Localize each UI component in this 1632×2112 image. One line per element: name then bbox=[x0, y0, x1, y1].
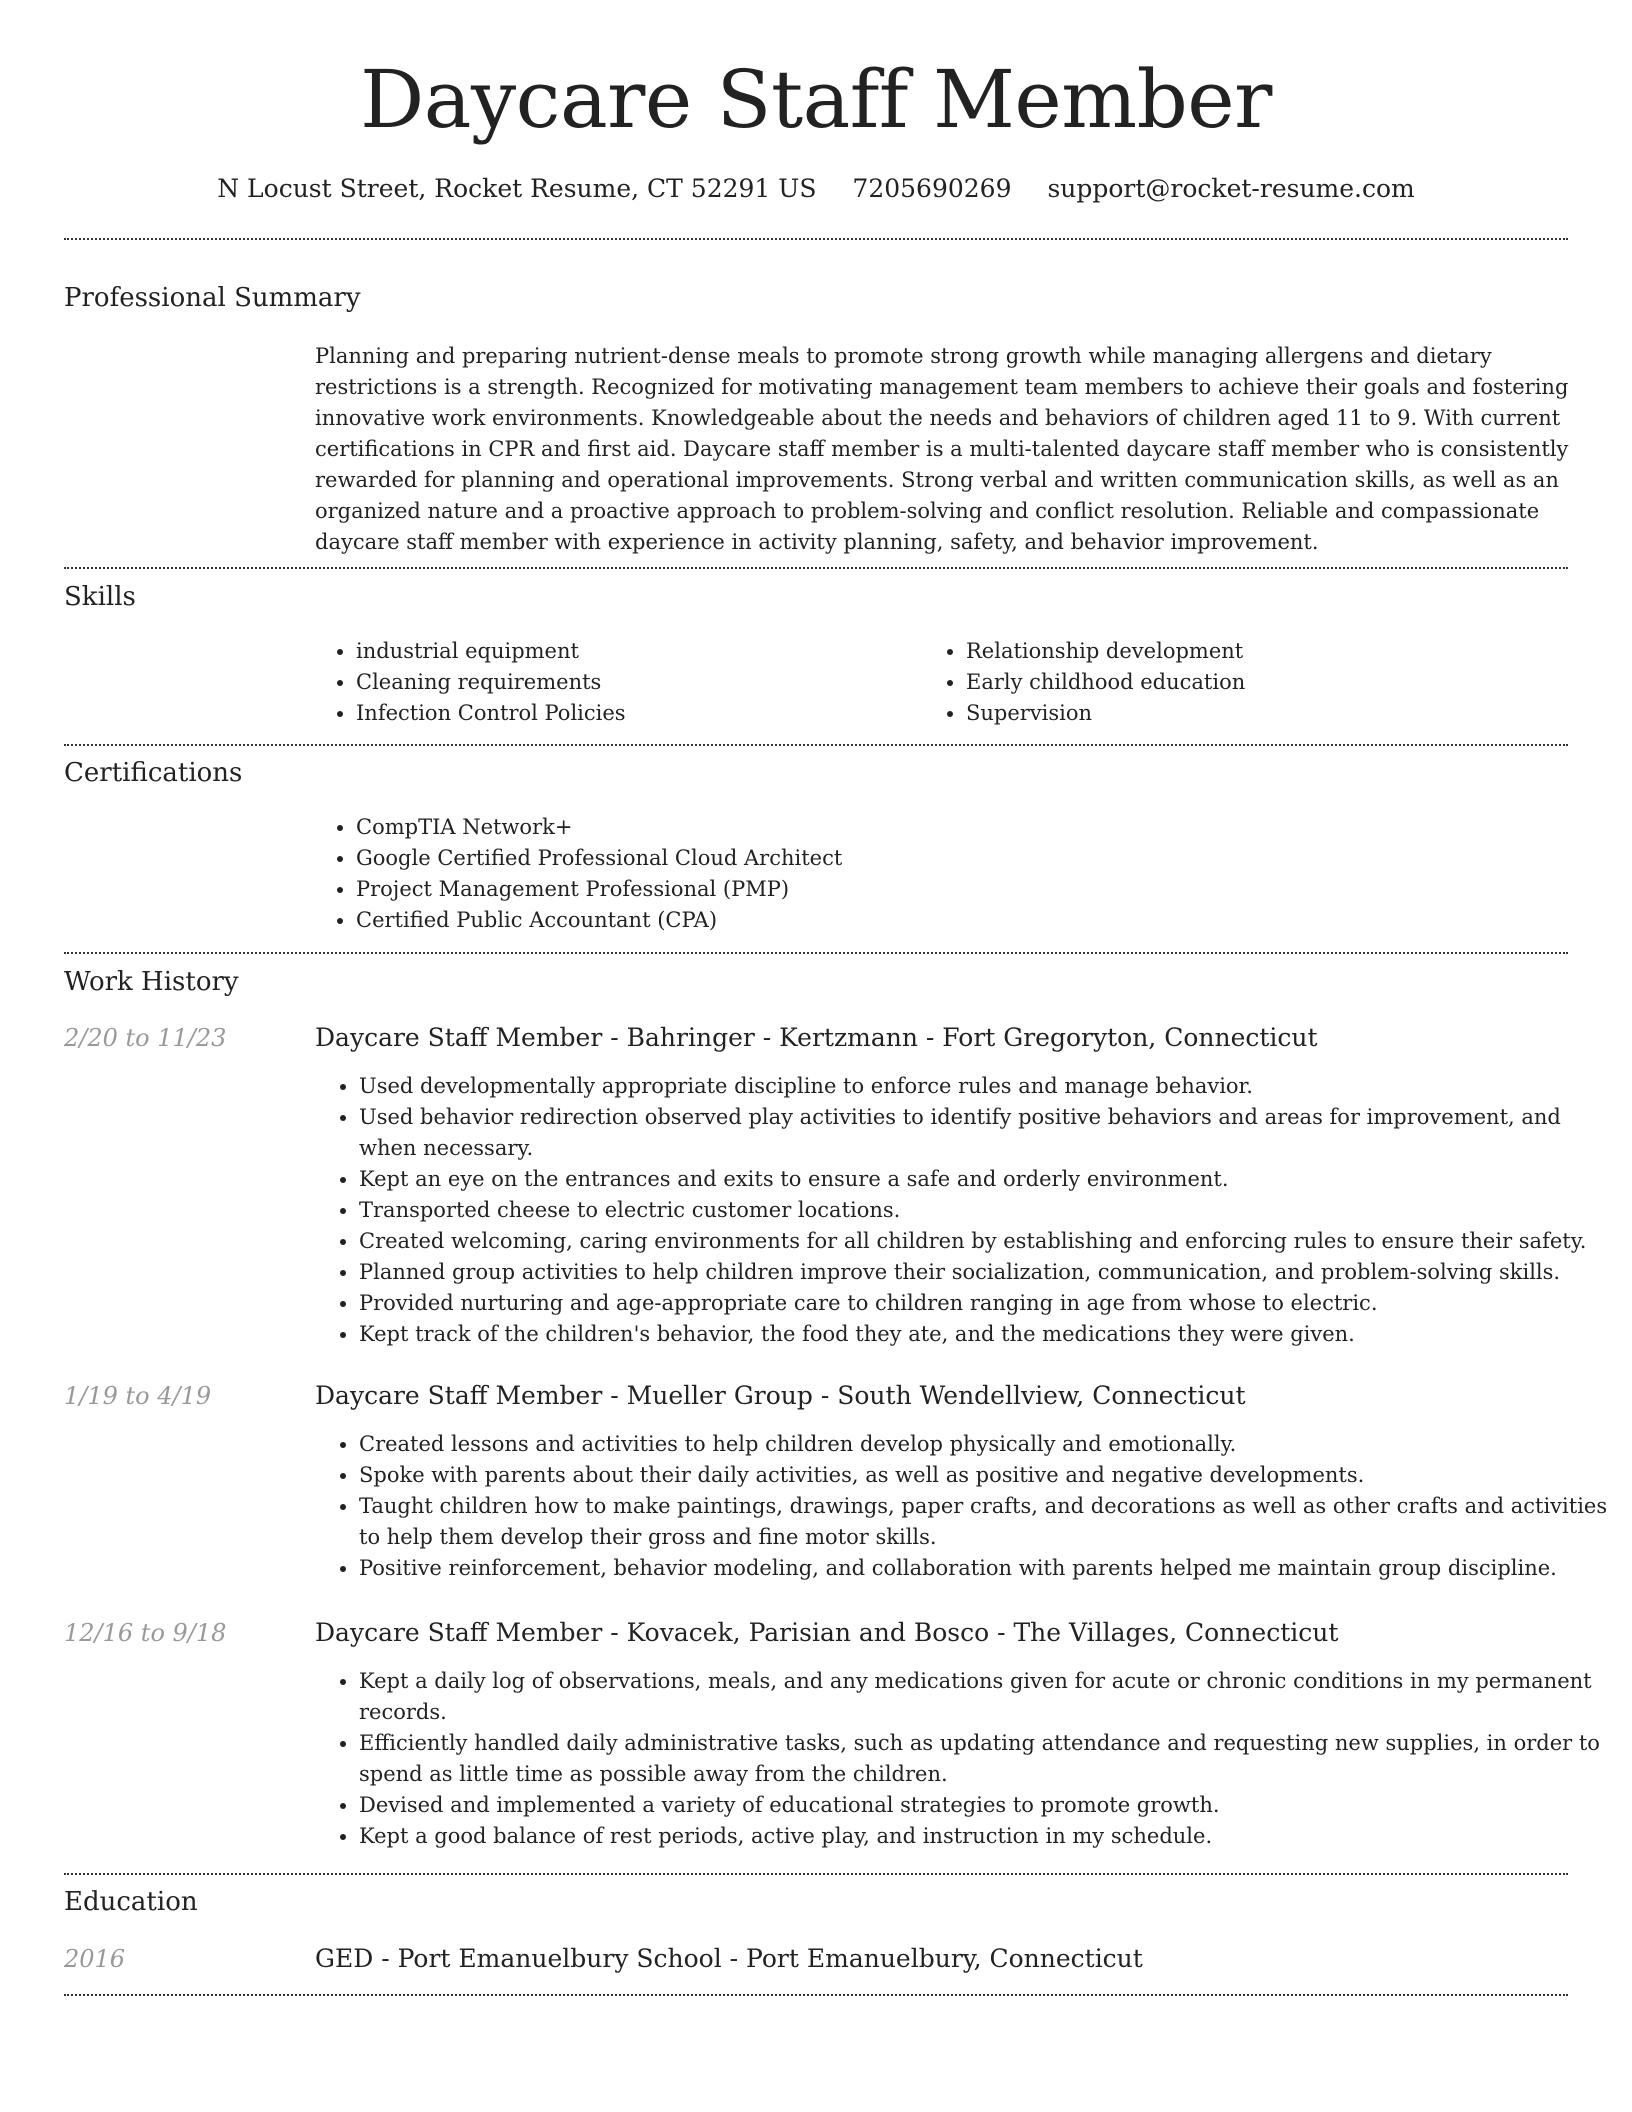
address-text: N Locust Street, Rocket Resume, CT 52291 US bbox=[217, 174, 817, 203]
job-bullet: • Positive reinforcement, behavior modeling, and collaboration with parents helped me maintain group discipline. bbox=[359, 1553, 1611, 1584]
skill-item: • Supervision bbox=[966, 698, 1566, 729]
job-bullet: • Created lessons and activities to help children develop physically and emotionally. bbox=[359, 1429, 1611, 1460]
job-bullet: • Used developmentally appropriate discipline to enforce rules and manage behavior. bbox=[359, 1071, 1611, 1102]
divider bbox=[64, 1994, 1568, 1996]
skills-heading: Skills bbox=[64, 582, 136, 612]
job-bullet: • Kept track of the children's behavior, the food they ate, and the medications they were given. bbox=[359, 1319, 1611, 1350]
divider bbox=[64, 567, 1568, 569]
job-bullet: • Created welcoming, caring environments for all children by establishing and enforcing rules to ensure their safety. bbox=[359, 1226, 1611, 1257]
job-bullets bbox=[315, 1429, 1611, 1584]
skills-list-right bbox=[922, 636, 1566, 729]
job-bullet: • Efficiently handled daily administrative tasks, such as updating attendance and requesting new supplies, in order to spend as little time as possible away from the children. bbox=[359, 1728, 1611, 1790]
job-title: Daycare Staff Member - Bahringer - Kertzmann - Fort Gregoryton, Connecticut bbox=[315, 1023, 1318, 1052]
certifications-list bbox=[312, 812, 1606, 936]
work-history-heading: Work History bbox=[64, 967, 239, 997]
job-bullets bbox=[315, 1666, 1611, 1852]
skill-item: • industrial equipment bbox=[356, 636, 916, 667]
job-bullet: • Taught children how to make paintings, drawings, paper crafts, and decorations as well as other crafts and activities to help them develop their gross and fine motor skills. bbox=[359, 1491, 1611, 1553]
job-dates: 1/19 to 4/19 bbox=[64, 1382, 212, 1410]
skill-item: • Early childhood education bbox=[966, 667, 1566, 698]
skill-item: • Cleaning requirements bbox=[356, 667, 916, 698]
job-bullet: • Spoke with parents about their daily activities, as well as positive and negative developments. bbox=[359, 1460, 1611, 1491]
job-bullets bbox=[315, 1071, 1611, 1350]
skills-list-left bbox=[312, 636, 916, 729]
contact-line bbox=[0, 172, 1632, 206]
summary-text: Planning and preparing nutrient-dense meals to promote strong growth while managing allergens and dietary restrictions is a strength. Recognized for motivating management team members to achieve their goals and fostering innovative work environments. Knowledgeable about the needs and behaviors of children aged 11 to 9. With current certifications in CPR and first aid. Daycare staff member is a multi-talented daycare staff member who is consistently rewarded for planning and operational improvements. Strong verbal and written communication skills, as well as an organized nature and a proactive approach to problem-solving and conflict resolution. Reliable and compassionate daycare staff member with experience in activity planning, safety, and behavior improvement. bbox=[315, 344, 1569, 554]
job-bullet: • Used behavior redirection observed play activities to identify positive behaviors and areas for improvement, and when necessary. bbox=[359, 1102, 1611, 1164]
candidate-name: Daycare Staff Member bbox=[360, 53, 1272, 146]
divider bbox=[64, 1873, 1568, 1875]
job-title: Daycare Staff Member - Kovacek, Parisian and Bosco - The Villages, Connecticut bbox=[315, 1618, 1339, 1647]
job-bullet: • Devised and implemented a variety of educational strategies to promote growth. bbox=[359, 1790, 1611, 1821]
phone-text: 7205690269 bbox=[852, 174, 1012, 203]
education-year: 2016 bbox=[64, 1945, 126, 1973]
job-bullet: • Kept a good balance of rest periods, active play, and instruction in my schedule. bbox=[359, 1821, 1611, 1852]
job-bullet: • Kept an eye on the entrances and exits to ensure a safe and orderly environment. bbox=[359, 1164, 1611, 1195]
certification-item: • Project Management Professional (PMP) bbox=[356, 874, 1606, 905]
certification-item: • Certified Public Accountant (CPA) bbox=[356, 905, 1606, 936]
certifications-heading: Certifications bbox=[64, 758, 243, 788]
skill-item: • Infection Control Policies bbox=[356, 698, 916, 729]
job-dates: 12/16 to 9/18 bbox=[64, 1619, 227, 1647]
job-title: Daycare Staff Member - Mueller Group - South Wendellview, Connecticut bbox=[315, 1381, 1246, 1410]
email-text: support@rocket-resume.com bbox=[1047, 174, 1415, 203]
job-bullet: • Provided nurturing and age-appropriate care to children ranging in age from whose to electric. bbox=[359, 1288, 1611, 1319]
education-heading: Education bbox=[64, 1887, 198, 1917]
skill-item: • Relationship development bbox=[966, 636, 1566, 667]
job-bullet: • Kept a daily log of observations, meals, and any medications given for acute or chronic conditions in my permanent records. bbox=[359, 1666, 1611, 1728]
summary-heading: Professional Summary bbox=[64, 283, 361, 313]
divider bbox=[64, 952, 1568, 954]
certification-item: • CompTIA Network+ bbox=[356, 812, 1606, 843]
job-bullet: • Planned group activities to help children improve their socialization, communication, and problem-solving skills. bbox=[359, 1257, 1611, 1288]
job-dates: 2/20 to 11/23 bbox=[64, 1024, 227, 1052]
certification-item: • Google Certified Professional Cloud Architect bbox=[356, 843, 1606, 874]
divider bbox=[64, 238, 1568, 240]
job-bullet: • Transported cheese to electric customer locations. bbox=[359, 1195, 1611, 1226]
divider bbox=[64, 744, 1568, 746]
education-entry: GED - Port Emanuelbury School - Port Emanuelbury, Connecticut bbox=[315, 1944, 1143, 1973]
